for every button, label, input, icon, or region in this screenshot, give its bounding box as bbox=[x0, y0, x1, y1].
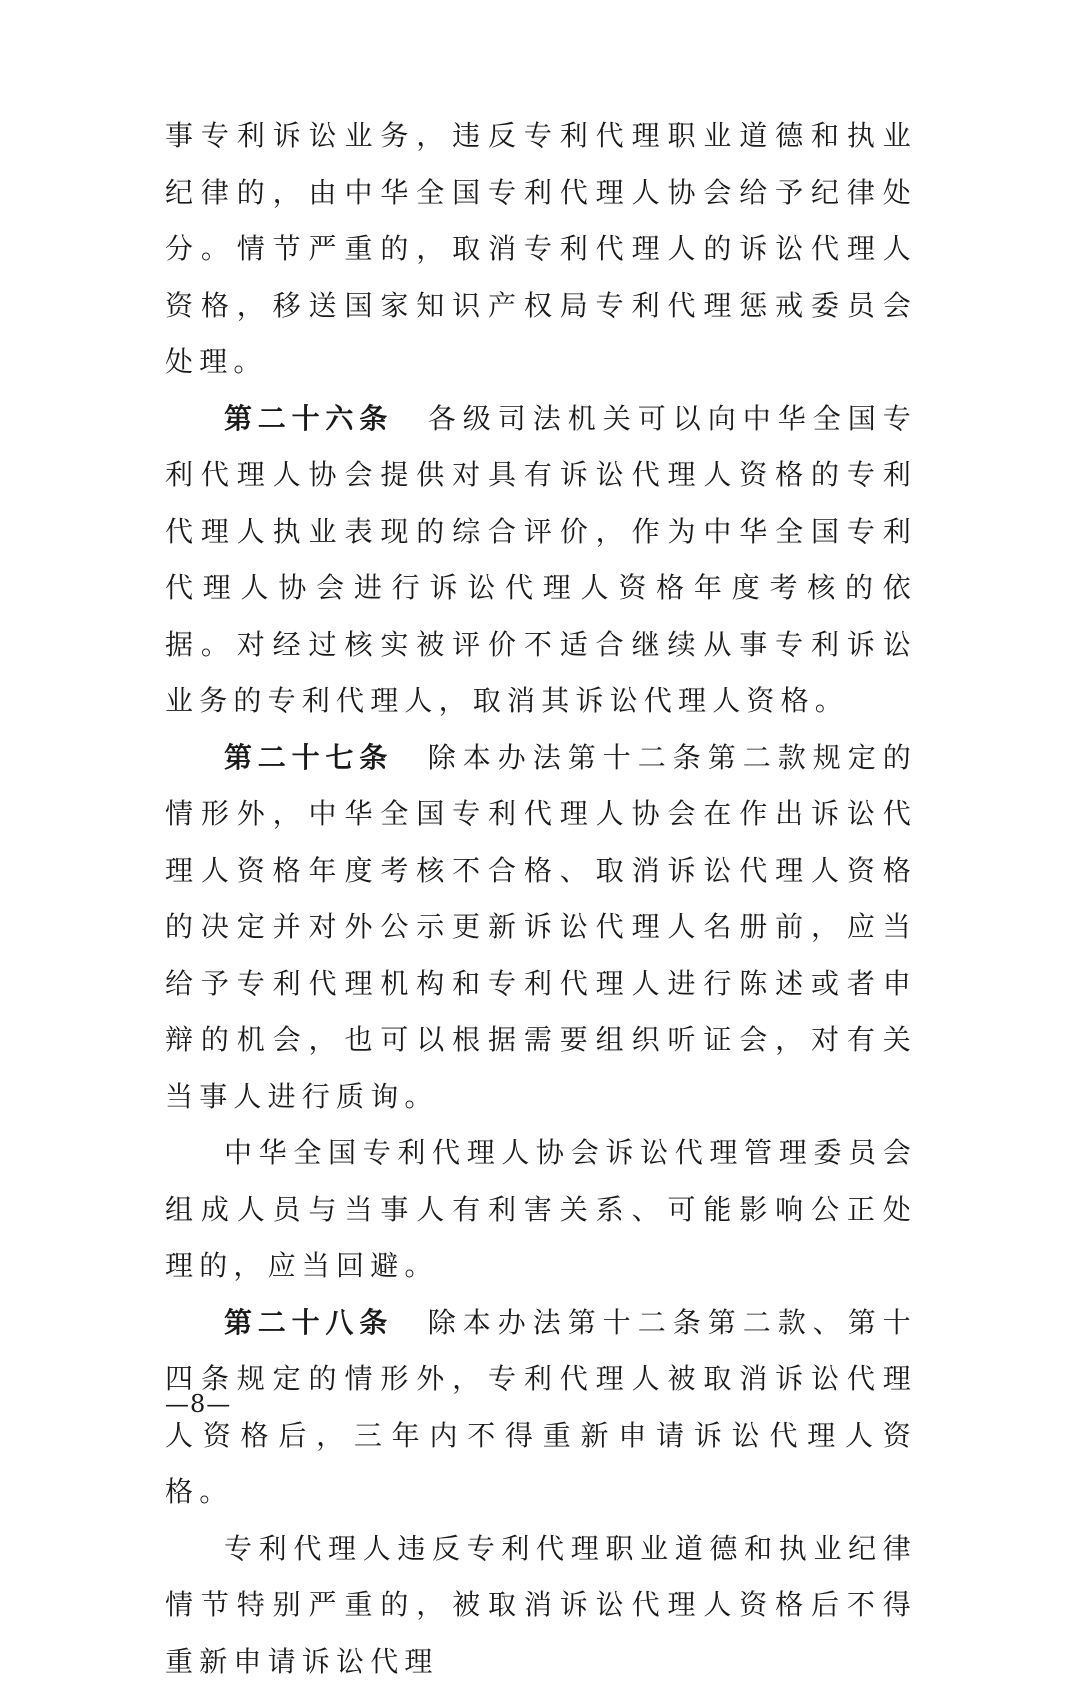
article-28 bbox=[165, 1295, 917, 1521]
paragraph-text: 除本办法第十二条第二款、第十四条规定的情形外，专利代理人被取消诉讼代理人资格后，三年内不得重新申请诉讼代理人资格。 bbox=[165, 1306, 917, 1509]
article-27-paragraph-2 bbox=[165, 1125, 917, 1295]
page-number: —8— bbox=[165, 1390, 231, 1418]
article-27 bbox=[165, 730, 917, 1126]
document-page bbox=[165, 108, 917, 1690]
article-28-paragraph-2 bbox=[165, 1521, 917, 1690]
paragraph-text: 各级司法机关可以向中华全国专利代理人协会提供对具有诉讼代理人资格的专利代理人执业表现的综合评价，作为中华全国专利代理人协会进行诉讼代理人资格年度考核的依据。对经过核实被评价不适合继续从事专利诉讼业务的专利代理人，取消其诉讼代理人资格。 bbox=[165, 402, 917, 718]
article-number: 第二十八条 bbox=[224, 1306, 393, 1339]
paragraph-text: 专利代理人违反专利代理职业道德和执业纪律情节特别严重的，被取消诉讼代理人资格后不得重新申请诉讼代理 bbox=[165, 1532, 917, 1678]
article-number: 第二十六条 bbox=[224, 402, 393, 435]
article-26 bbox=[165, 391, 917, 730]
paragraph-continuation bbox=[165, 108, 917, 391]
paragraph-text: 事专利诉讼业务，违反专利代理职业道德和执业纪律的，由中华全国专利代理人协会给予纪律处分。情节严重的，取消专利代理人的诉讼代理人资格，移送国家知识产权局专利代理惩戒委员会处理。 bbox=[165, 119, 917, 378]
article-number: 第二十七条 bbox=[224, 741, 393, 774]
paragraph-text: 除本办法第十二条第二款规定的情形外，中华全国专利代理人协会在作出诉讼代理人资格年度考核不合格、取消诉讼代理人资格的决定并对外公示更新诉讼代理人名册前，应当给予专利代理机构和专利代理人进行陈述或者申辩的机会，也可以根据需要组织听证会，对有关当事人进行质询。 bbox=[165, 741, 917, 1113]
paragraph-text: 中华全国专利代理人协会诉讼代理管理委员会组成人员与当事人有利害关系、可能影响公正处理的，应当回避。 bbox=[165, 1136, 917, 1282]
